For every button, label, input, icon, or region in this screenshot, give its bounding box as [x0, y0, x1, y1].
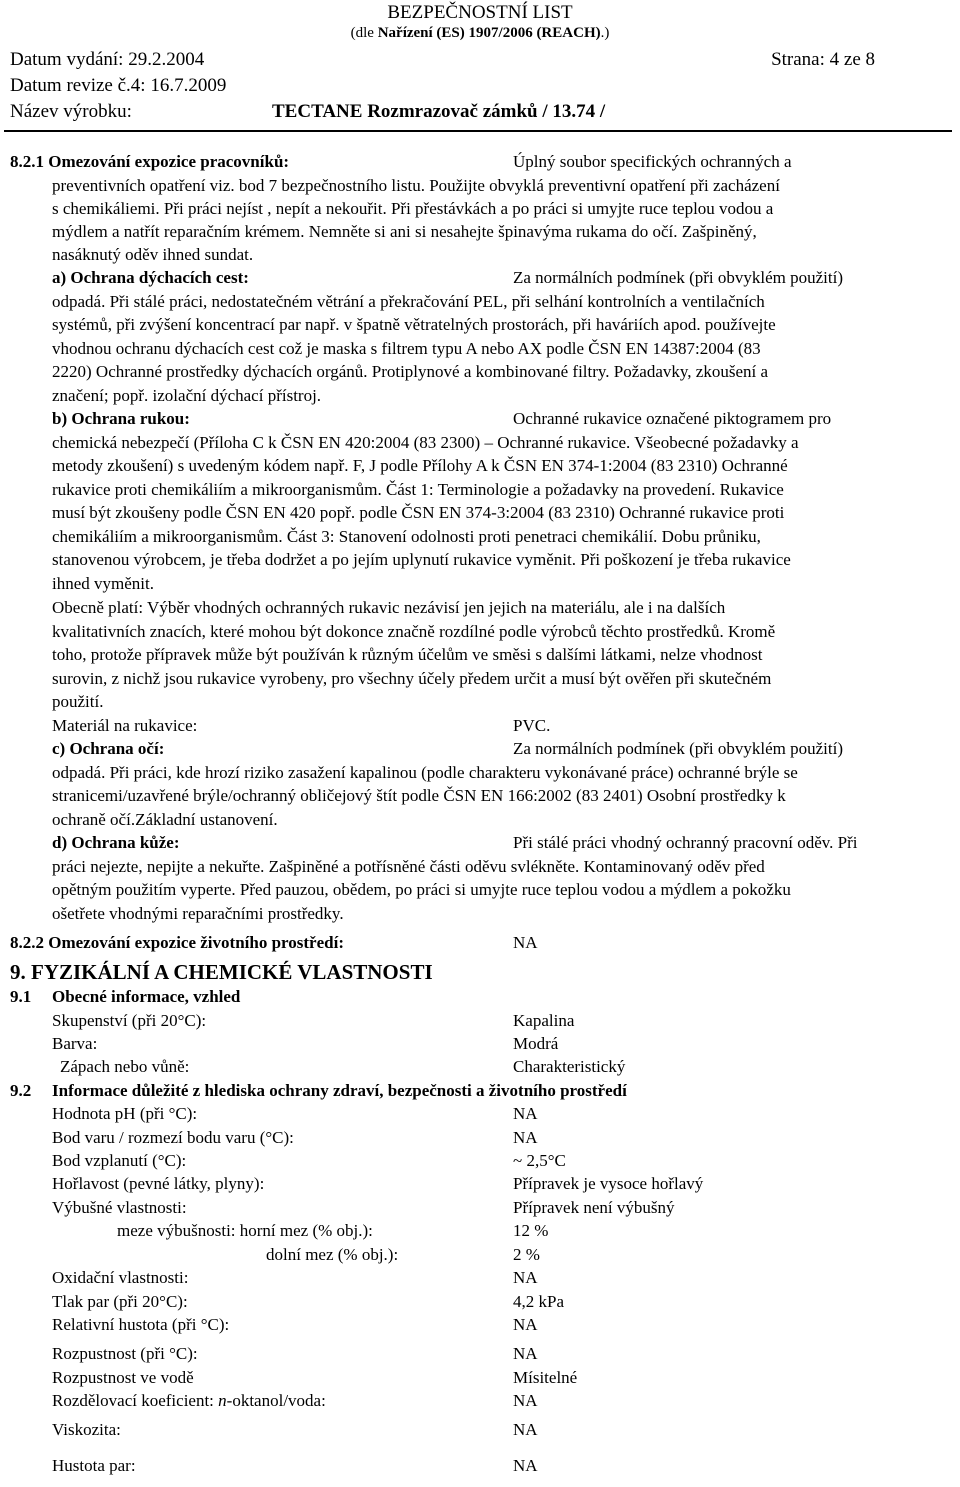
text-line: surovin, z nichž jsou rukavice vyrobeny, pro všechny účely předem určit a musí být ověřen při skutečném — [52, 669, 772, 688]
page-number: Strana: 4 ze 8 — [771, 49, 875, 70]
eyes-lead: Za normálních podmínek (při obvyklém použití) — [513, 739, 844, 758]
property-label: Rozpustnost ve vodě — [52, 1368, 194, 1387]
property-label: Bod varu / rozmezí bodu varu (°C): — [52, 1128, 294, 1147]
issue-date: Datum vydání: 29.2.2004 — [10, 49, 205, 70]
product-label: Název výrobku: — [10, 101, 132, 122]
eyes-label: c) Ochrana očí: — [52, 739, 165, 758]
text-line: použití. — [52, 692, 104, 711]
property-value: NA — [513, 1104, 538, 1123]
header-rule — [4, 130, 952, 132]
revision-date: Datum revize č.4: 16.7.2009 — [10, 75, 227, 96]
product-name: TECTANE Rozmrazovač zámků / 13.74 / — [272, 101, 606, 122]
property-value: NA — [513, 1315, 538, 1334]
property-label: dolní mez (% obj.): — [266, 1245, 399, 1264]
skin-label: d) Ochrana kůže: — [52, 833, 180, 852]
property-value: Charakteristický — [513, 1057, 626, 1076]
property-label: Hořlavost (pevné látky, plyny): — [52, 1174, 265, 1193]
text-line: rukavice proti chemikáliím a mikroorganismům. Část 1: Terminologie a požadavky na provedení. Rukavice — [52, 480, 784, 499]
property-value: NA — [513, 1420, 538, 1439]
property-label: Hustota par: — [52, 1456, 136, 1475]
property-value: NA — [513, 1344, 538, 1363]
property-value: NA — [513, 1268, 538, 1287]
hands-lead: Ochranné rukavice označené piktogramem pro — [513, 409, 832, 428]
property-value: Modrá — [513, 1034, 559, 1053]
property-label: Rozpustnost (při °C): — [52, 1344, 198, 1363]
text-line: značení; popř. izolační dýchací přístroj. — [52, 386, 322, 405]
text-line: systémů, při zvýšení koncentrací par např. v špatně větratelných prostorách, při haváriích apod. používejte — [52, 315, 776, 334]
section-9-title: 9. FYZIKÁLNÍ A CHEMICKÉ VLASTNOSTI — [10, 960, 433, 984]
skin-lead: Při stálé práci vhodný ochranný pracovní oděv. Při — [513, 833, 858, 852]
respiratory-lead: Za normálních podmínek (při obvyklém použití) — [513, 268, 844, 287]
text-line: opětným použitím vyperte. Před pauzou, obědem, po práci si umyjte ruce teplou vodou a mýdlem a pokožku — [52, 880, 791, 899]
section-9-1-title: Obecné informace, vzhled — [52, 987, 241, 1006]
property-label: Barva: — [52, 1034, 98, 1053]
section-8-2-1-lead: Úplný soubor specifických ochranných a — [513, 152, 792, 171]
document-subtitle: (dle Nařízení (ES) 1907/2006 (REACH).) — [350, 25, 610, 41]
text-line: odpadá. Při práci, kde hrozí riziko zasažení kapalinou (podle charakteru vykonávané práce) ochranné brýle se — [52, 763, 798, 782]
property-label: Bod vzplanutí (°C): — [52, 1151, 187, 1170]
property-label: Hodnota pH (při °C): — [52, 1104, 198, 1123]
section-9-2-title: Informace důležité z hlediska ochrany zdraví, bezpečnosti a životního prostředí — [52, 1081, 627, 1100]
section-8-2-2-value: NA — [513, 933, 538, 952]
property-label: Skupenství (při 20°C): — [52, 1011, 207, 1030]
property-value: Přípravek je vysoce hořlavý — [513, 1174, 704, 1193]
text-line: vhodnou ochranu dýchacích cest což je maska s filtrem typu A nebo AX podle ČSN EN 14387:2004 (83 — [52, 339, 761, 358]
section-9-1-number: 9.1 — [10, 987, 32, 1006]
text-line: chemikáliím a mikroorganismům. Část 3: Stanovení odolnosti proti penetraci chemikálií. Dobu průniku, — [52, 527, 761, 546]
property-label: Relativní hustota (při °C): — [52, 1315, 230, 1334]
property-label: Tlak par (při 20°C): — [52, 1292, 188, 1311]
text-line: práci nejezte, nepijte a nekuřte. Zašpiněné a potřísněné části oděvu svlékněte. Kontaminovaný oděv před — [52, 857, 765, 876]
property-label: Viskozita: — [52, 1420, 121, 1439]
property-value: NA — [513, 1391, 538, 1410]
property-value: NA — [513, 1456, 538, 1475]
property-value: 4,2 kPa — [513, 1292, 564, 1311]
property-label: Oxidační vlastnosti: — [52, 1268, 189, 1287]
property-value: NA — [513, 1128, 538, 1147]
hands-label: b) Ochrana rukou: — [52, 409, 190, 428]
text-line: metody zkoušení) s uvedeným kódem např. F, J podle Přílohy A k ČSN EN 374-1:2004 (83 2310) Ochranné — [52, 456, 788, 475]
glove-material-label: Materiál na rukavice: — [52, 716, 198, 735]
property-label: meze výbušnosti: horní mez (% obj.): — [117, 1221, 373, 1240]
text-line: toho, protože přípravek může být používán k různým účelům ve směsi s dalšími látkami, nelze vhodnost — [52, 645, 763, 664]
text-line: ochraně očí.Základní ustanovení. — [52, 810, 278, 829]
property-value: Přípravek není výbušný — [513, 1198, 675, 1217]
text-line: chemická nebezpečí (Příloha C k ČSN EN 420:2004 (83 2300) – Ochranné rukavice. Všeobecné požadavky a — [52, 433, 799, 452]
property-value: 12 % — [513, 1221, 549, 1240]
section-9-2-number: 9.2 — [10, 1081, 32, 1100]
property-label: Zápach nebo vůně: — [60, 1057, 190, 1076]
text-line: preventivních opatření viz. bod 7 bezpečnostního listu. Použijte obvyklá preventivní opatření při zacházení — [52, 176, 780, 195]
text-line: stranicemi/uzavřené brýle/ochranný obličejový štít podle ČSN EN 166:2002 (83 2401) Osobní prostředky k — [52, 786, 786, 805]
text-line: stanovenou výrobcem, je třeba dodržet a po jejím uplynutí rukavice vyměnit. Při poškození je třeba rukavice — [52, 550, 791, 569]
text-line: ihned vyměnit. — [52, 574, 154, 593]
property-value: 2 % — [513, 1245, 540, 1264]
text-line: Obecně platí: Výběr vhodných ochranných rukavic nezávisí jen jejich na materiálu, ale i na dalších — [52, 598, 726, 617]
respiratory-label: a) Ochrana dýchacích cest: — [52, 268, 249, 287]
property-label: Výbušné vlastnosti: — [52, 1198, 187, 1217]
property-value: ~ 2,5°C — [513, 1151, 566, 1170]
glove-material-value: PVC. — [513, 716, 551, 735]
text-line: odpadá. Při stálé práci, nedostatečném větrání a překračování PEL, při selhání kontrolních a ventilačních — [52, 292, 765, 311]
text-line: mýdlem a natřít reparačním krémem. Nemněte si ani si nesahejte špinavýma rukama do očí. Zašpiněný, — [52, 222, 757, 241]
text-line: nasáknutý oděv ihned sundat. — [52, 245, 254, 264]
text-line: musí být zkoušeny podle ČSN EN 420 popř. podle ČSN EN 374-3:2004 (83 2310) Ochranné rukavice proti — [52, 503, 785, 522]
text-line: 2220) Ochranné prostředky dýchacích orgánů. Protiplynové a kombinované filtry. Požadavky, zkoušení a — [52, 362, 769, 381]
section-8-2-1-label: 8.2.1 Omezování expozice pracovníků: — [10, 152, 290, 171]
property-value: Mísitelné — [513, 1368, 578, 1387]
property-label: Rozdělovací koeficient: n-oktanol/voda: — [52, 1391, 326, 1410]
document-title: BEZPEČNOSTNÍ LIST — [387, 2, 573, 23]
text-line: s chemikáliemi. Při práci nejíst , nepít a nekouřit. Při přestávkách a po práci si umyjte ruce teplou vodou a — [52, 199, 774, 218]
text-line: ošetřete vhodnými reparačními prostředky. — [52, 904, 344, 923]
text-line: kvalitativních znacích, které mohou být dokonce značně rozdílné podle výrobců těchto prostředků. Kromě — [52, 622, 776, 641]
property-value: Kapalina — [513, 1011, 575, 1030]
section-8-2-2-label: 8.2.2 Omezování expozice životního prostředí: — [10, 933, 344, 952]
